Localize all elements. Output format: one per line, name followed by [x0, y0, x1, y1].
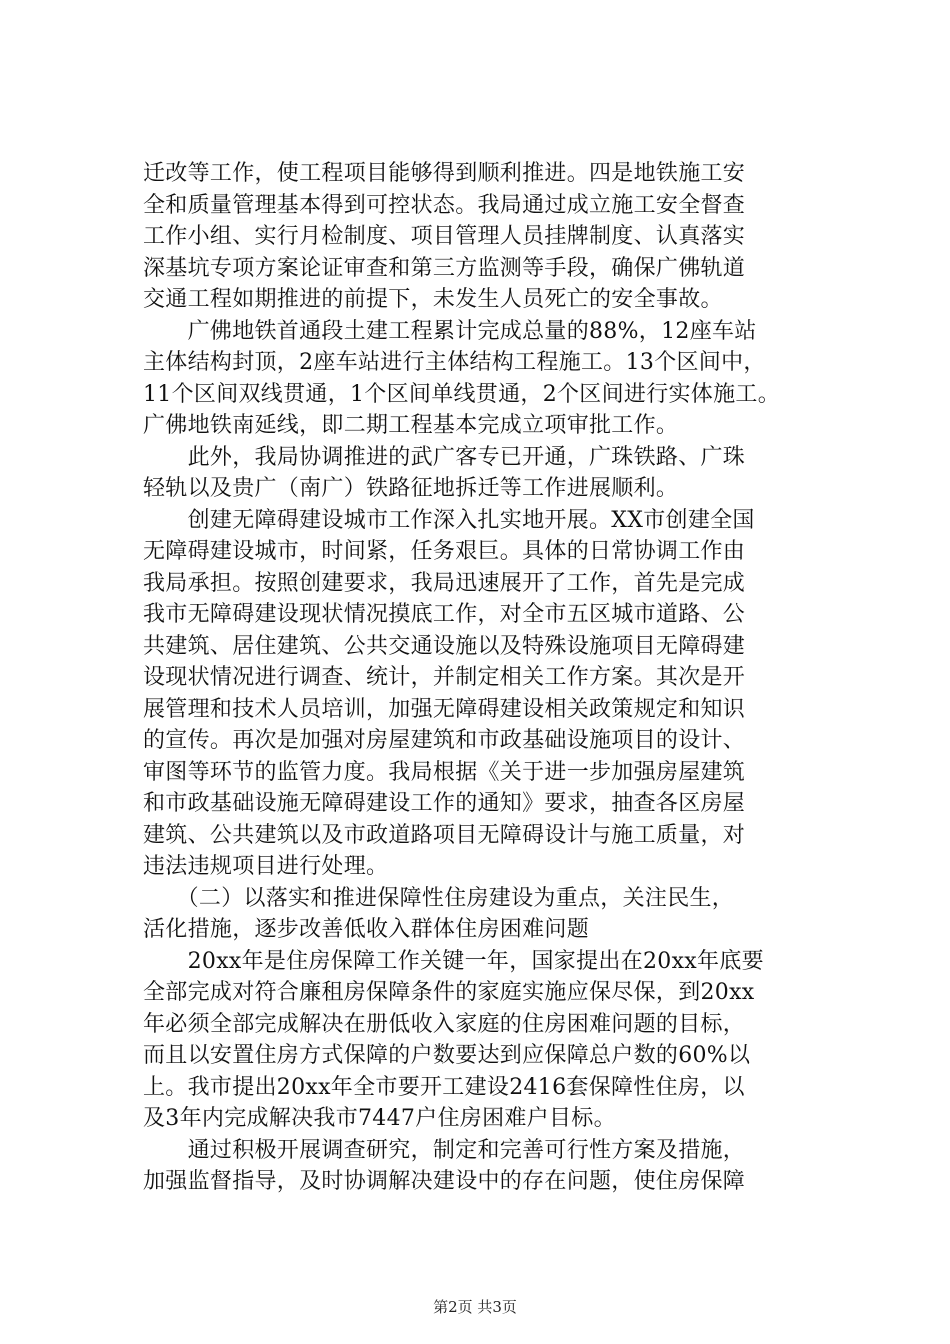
- text-line: 共建筑、居住建筑、公共交通设施以及特殊设施项目无障碍建: [143, 633, 746, 659]
- text-line: 年必须全部完成解决在册低收入家庭的住房困难问题的目标，: [143, 1011, 746, 1037]
- text-line: 通过积极开展调查研究，制定和完善可行性方案及措施，: [143, 1137, 746, 1163]
- text-line: 审图等环节的监管力度。我局根据《关于进一步加强房屋建筑: [143, 759, 746, 785]
- text-line: 11个区间双线贯通，1个区间单线贯通，2个区间进行实体施工。: [143, 381, 780, 407]
- text-line: （二）以落实和推进保障性住房建设为重点，关注民生，: [143, 885, 735, 911]
- text-line: 迁改等工作，使工程项目能够得到顺利推进。四是地铁施工安: [143, 161, 746, 186]
- text-line: 我局承担。按照创建要求，我局迅速展开了工作，首先是完成: [143, 570, 746, 596]
- text-line: 上。我市提出20xx年全市要开工建设2416套保障性住房，以: [143, 1074, 745, 1100]
- text-line: 设现状情况进行调查、统计，并制定相关工作方案。其次是开: [143, 665, 746, 690]
- text-line: 和市政基础设施无障碍建设工作的通知》要求，抽查各区房屋: [143, 791, 746, 816]
- text-line: 违法违规项目进行处理。: [143, 854, 389, 879]
- text-line: 的宣传。再次是加强对房屋建筑和市政基础设施项目的设计、: [143, 728, 746, 753]
- text-line: 全部完成对符合廉租房保障条件的家庭实施应保尽保，到20xx: [143, 980, 755, 1005]
- text-line: 而且以安置住房方式保障的户数要达到应保障总户数的60%以: [143, 1043, 751, 1068]
- text-line: 创建无障碍建设城市工作深入扎实地开展。XX市创建全国: [143, 507, 755, 533]
- text-line: 无障碍建设城市，时间紧，任务艰巨。具体的日常协调工作由: [143, 539, 746, 564]
- text-line: 工作小组、实行月检制度、项目管理人员挂牌制度、认真落实: [143, 224, 746, 249]
- text-line: 广佛地铁南延线，即二期工程基本完成立项审批工作。: [143, 413, 679, 438]
- text-line: 展管理和技术人员培训，加强无障碍建设相关政策规定和知识: [143, 696, 746, 722]
- text-line: 广佛地铁首通段土建工程累计完成总量的88%，12座车站: [143, 318, 757, 344]
- text-line: 20xx年是住房保障工作关键一年，国家提出在20xx年底要: [143, 948, 764, 974]
- text-line: 交通工程如期推进的前提下，未发生人员死亡的安全事故。: [143, 287, 723, 312]
- text-line: 主体结构封顶，2座车站进行主体结构工程施工。13个区间中，: [143, 350, 766, 375]
- text-line: 活化措施，逐步改善低收入群体住房困难问题: [143, 917, 590, 942]
- page-footer: 第2页 共3页: [433, 1298, 517, 1316]
- text-line: 轻轨以及贵广（南广）铁路征地拆迁等工作进展顺利。: [143, 476, 679, 501]
- text-line: 深基坑专项方案论证审查和第三方监测等手段，确保广佛轨道: [143, 255, 746, 281]
- text-line: 此外，我局协调推进的武广客专已开通，广珠铁路、广珠: [143, 444, 746, 470]
- body-text: [143, 158, 825, 1198]
- text-line: 我市无障碍建设现状情况摸底工作，对全市五区城市道路、公: [143, 602, 746, 627]
- text-line: 全和质量管理基本得到可控状态。我局通过成立施工安全督查: [143, 192, 746, 218]
- text-line: 建筑、公共建筑以及市政道路项目无障碍设计与施工质量，对: [143, 822, 746, 848]
- text-line: 加强监督指导，及时协调解决建设中的存在问题，使住房保障: [143, 1169, 746, 1194]
- text-line: 及3年内完成解决我市7447户住房困难户目标。: [143, 1106, 616, 1131]
